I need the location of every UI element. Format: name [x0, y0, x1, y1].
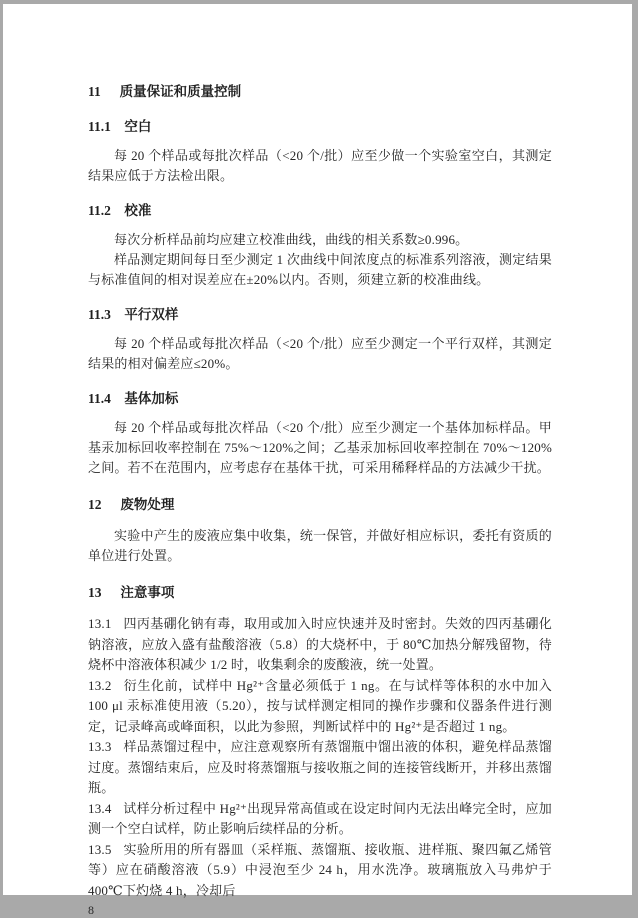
subsection-11-4-number: 11.4 [88, 391, 111, 406]
subsection-11-3-number: 11.3 [88, 307, 111, 322]
subsection-11-3-paragraph: 每 20 个样品或每批次样品（<20 个/批）应至少测定一个平行双样，其测定结果的相对偏差应≤20%。 [88, 336, 552, 371]
section-12-heading [88, 495, 552, 515]
section-13-title: 注意事项 [120, 585, 175, 600]
clause-13-2 [88, 676, 552, 738]
subsection-11-3-heading [88, 305, 552, 325]
clause-13-5-text: 实验所用的所有器皿（采样瓶、蒸馏瓶、接收瓶、进样瓶、聚四氟乙烯管等）应在硝酸溶液（5.9）中浸泡至少 24 h，用水洗净。玻璃瓶放入马弗炉于 400℃下灼烧 4 h，冷却后 [88, 841, 552, 898]
clause-13-3-number: 13.3 [88, 739, 112, 754]
subsection-11-4-paragraph: 每 20 个样品或每批次样品（<20 个/批）应至少测定一个基体加标样品。甲基汞加标回收率控制在 75%～120%之间；乙基汞加标回收率控制在 70%～120%之间。若不在范围内，应考虑存在基体干扰，可采用稀释样品的方法减少干扰。 [88, 420, 552, 475]
clause-13-3-text: 样品蒸馏过程中，应注意观察所有蒸馏瓶中馏出液的体积，避免样品蒸馏过度。蒸馏结束后，应及时将蒸馏瓶与接收瓶之间的连接管线断开，并移出蒸馏瓶。 [88, 739, 552, 795]
section-12-paragraph: 实验中产生的废液应集中收集，统一保管，并做好相应标识，委托有资质的单位进行处置。 [88, 528, 552, 563]
subsection-11-2-title: 校准 [124, 203, 152, 218]
page-number: 8 [88, 903, 94, 917]
subsection-11-1-heading [88, 117, 552, 137]
subsection-11-2-paragraph-1: 每次分析样品前均应建立校准曲线，曲线的相关系数≥0.996。 [114, 232, 469, 247]
section-11-title: 质量保证和质量控制 [119, 84, 242, 99]
subsection-11-2-number: 11.2 [88, 203, 111, 218]
subsection-11-2-heading [88, 201, 552, 221]
section-11-number: 11 [88, 84, 101, 99]
document-page [3, 4, 632, 917]
subsection-11-2-paragraph-2: 样品测定期间每日至少测定 1 次曲线中间浓度点的标准系列溶液，测定结果与标准值间的相对误差应在±20%以内。否则，须建立新的校准曲线。 [88, 252, 552, 287]
section-12-number: 12 [88, 497, 102, 512]
page-content [3, 4, 632, 918]
subsection-11-1-title: 空白 [124, 119, 152, 134]
clause-13-2-text: 衍生化前，试样中 Hg²⁺含量必须低于 1 ng。在与试样等体积的水中加入 100 μl 汞标准使用液（5.20），按与试样测定相同的操作步骤和仪器条件进行测定，记录峰高或峰面积，以此为参照，判断试样中的 Hg²⁺是否超过 1 ng。 [88, 677, 552, 734]
section-13-number: 13 [88, 585, 102, 600]
clause-13-5-number: 13.5 [88, 841, 112, 857]
section-13-heading [88, 583, 552, 603]
clause-13-4-text: 试样分析过程中 Hg²⁺出现异常高值或在设定时间内无法出峰完全时，应加测一个空白试样，防止影响后续样品的分析。 [88, 800, 552, 836]
clause-13-1-number: 13.1 [88, 616, 112, 631]
clause-13-5 [88, 840, 552, 902]
clause-13-3 [88, 737, 552, 799]
subsection-11-1-number: 11.1 [88, 119, 111, 134]
subsection-11-3-title: 平行双样 [124, 307, 179, 322]
clause-13-1 [88, 614, 552, 676]
subsection-11-4-title: 基体加标 [124, 391, 179, 406]
clause-13-4-number: 13.4 [88, 800, 112, 816]
clause-13-4 [88, 799, 552, 840]
subsection-11-1-paragraph: 每 20 个样品或每批次样品（<20 个/批）应至少做一个实验室空白，其测定结果应低于方法检出限。 [88, 148, 552, 183]
clause-13-1-text: 四丙基硼化钠有毒，取用或加入时应快速并及时密封。失效的四丙基硼化钠溶液，应放入盛有盐酸溶液（5.8）的大烧杯中，于 80℃加热分解残留物，待烧杯中溶液体积减少 1/2 时，收集剩余的废酸液，统一处置。 [88, 616, 552, 672]
clause-13-2-number: 13.2 [88, 677, 112, 693]
section-12-title: 废物处理 [120, 497, 175, 512]
subsection-11-4-heading [88, 389, 552, 409]
section-11-heading [88, 82, 552, 102]
